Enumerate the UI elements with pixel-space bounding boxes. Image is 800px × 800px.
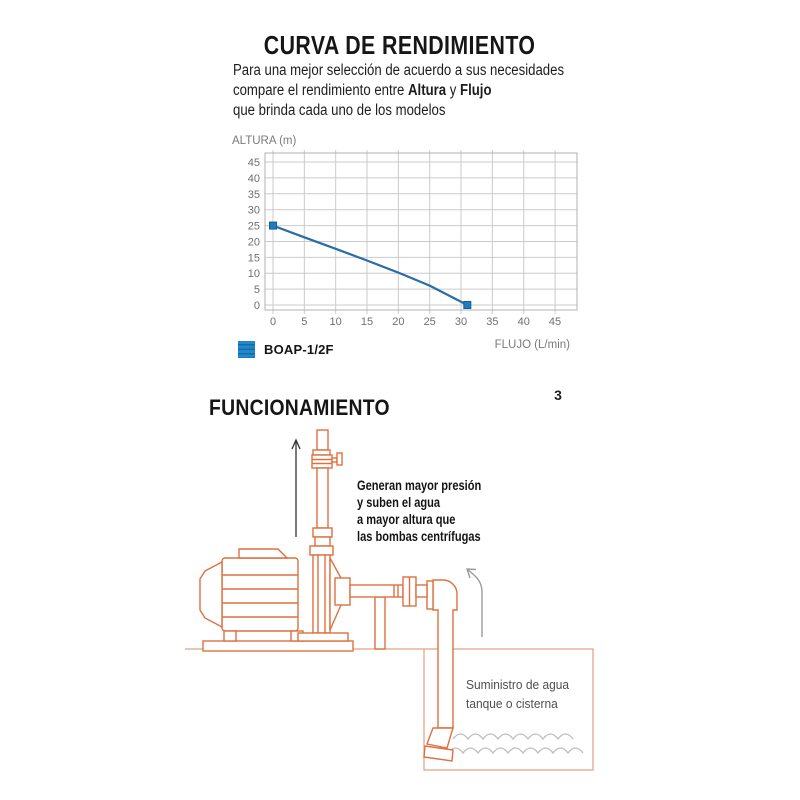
svg-text:25: 25 xyxy=(247,220,260,233)
svg-text:0: 0 xyxy=(253,300,260,312)
svg-text:20: 20 xyxy=(392,316,405,328)
page-number: 3 xyxy=(554,387,562,403)
svg-text:15: 15 xyxy=(247,252,260,265)
page-title: CURVA DE RENDIMIENTO xyxy=(264,30,536,60)
legend-label: BOAP-1/2F xyxy=(264,342,334,357)
x-axis-label: FLUJO (L/min) xyxy=(494,339,570,351)
performance-chart xyxy=(230,148,590,334)
valve-icon xyxy=(312,455,332,468)
foot-valve-icon xyxy=(427,728,453,748)
pump-caption: Generan mayor presión y suben el agua a mayor altura que las bombas centrífugas xyxy=(357,478,482,544)
up-arrow-icon xyxy=(292,440,300,537)
svg-text:15: 15 xyxy=(360,316,374,328)
tank-label: Suministro de agua tanque o cisterna xyxy=(466,677,570,711)
section-heading: FUNCIONAMIENTO xyxy=(209,395,390,420)
pipe-leg xyxy=(375,597,385,649)
intro-line-2: compare el rendimiento entre Altura y Flujo xyxy=(233,82,492,99)
svg-text:30: 30 xyxy=(454,316,468,328)
intro-line-3: que brinda cada uno de los modelos xyxy=(233,102,446,119)
svg-text:40: 40 xyxy=(247,172,260,185)
svg-text:5: 5 xyxy=(253,284,260,297)
svg-text:35: 35 xyxy=(486,316,499,328)
svg-text:5: 5 xyxy=(301,316,308,328)
y-axis-label: ALTURA (m) xyxy=(232,135,297,147)
svg-text:35: 35 xyxy=(247,188,260,201)
svg-text:40: 40 xyxy=(517,316,530,328)
intro-text xyxy=(233,61,622,121)
chart-legend xyxy=(238,341,334,358)
inflow-arrow-icon xyxy=(467,569,482,637)
svg-text:10: 10 xyxy=(247,268,260,281)
motor-body xyxy=(222,558,298,631)
svg-text:20: 20 xyxy=(247,236,260,249)
base-plate xyxy=(203,641,353,651)
svg-text:45: 45 xyxy=(548,316,562,328)
svg-text:10: 10 xyxy=(329,316,342,328)
water-waves-icon xyxy=(448,734,583,753)
legend-swatch-icon xyxy=(238,341,255,358)
svg-text:25: 25 xyxy=(423,316,436,328)
suction-pipe xyxy=(424,580,457,761)
svg-text:30: 30 xyxy=(247,204,260,217)
intro-line-1: Para una mejor selección de acuerdo a sus necesidades xyxy=(233,62,565,79)
svg-text:45: 45 xyxy=(247,157,260,170)
svg-text:0: 0 xyxy=(269,316,277,328)
